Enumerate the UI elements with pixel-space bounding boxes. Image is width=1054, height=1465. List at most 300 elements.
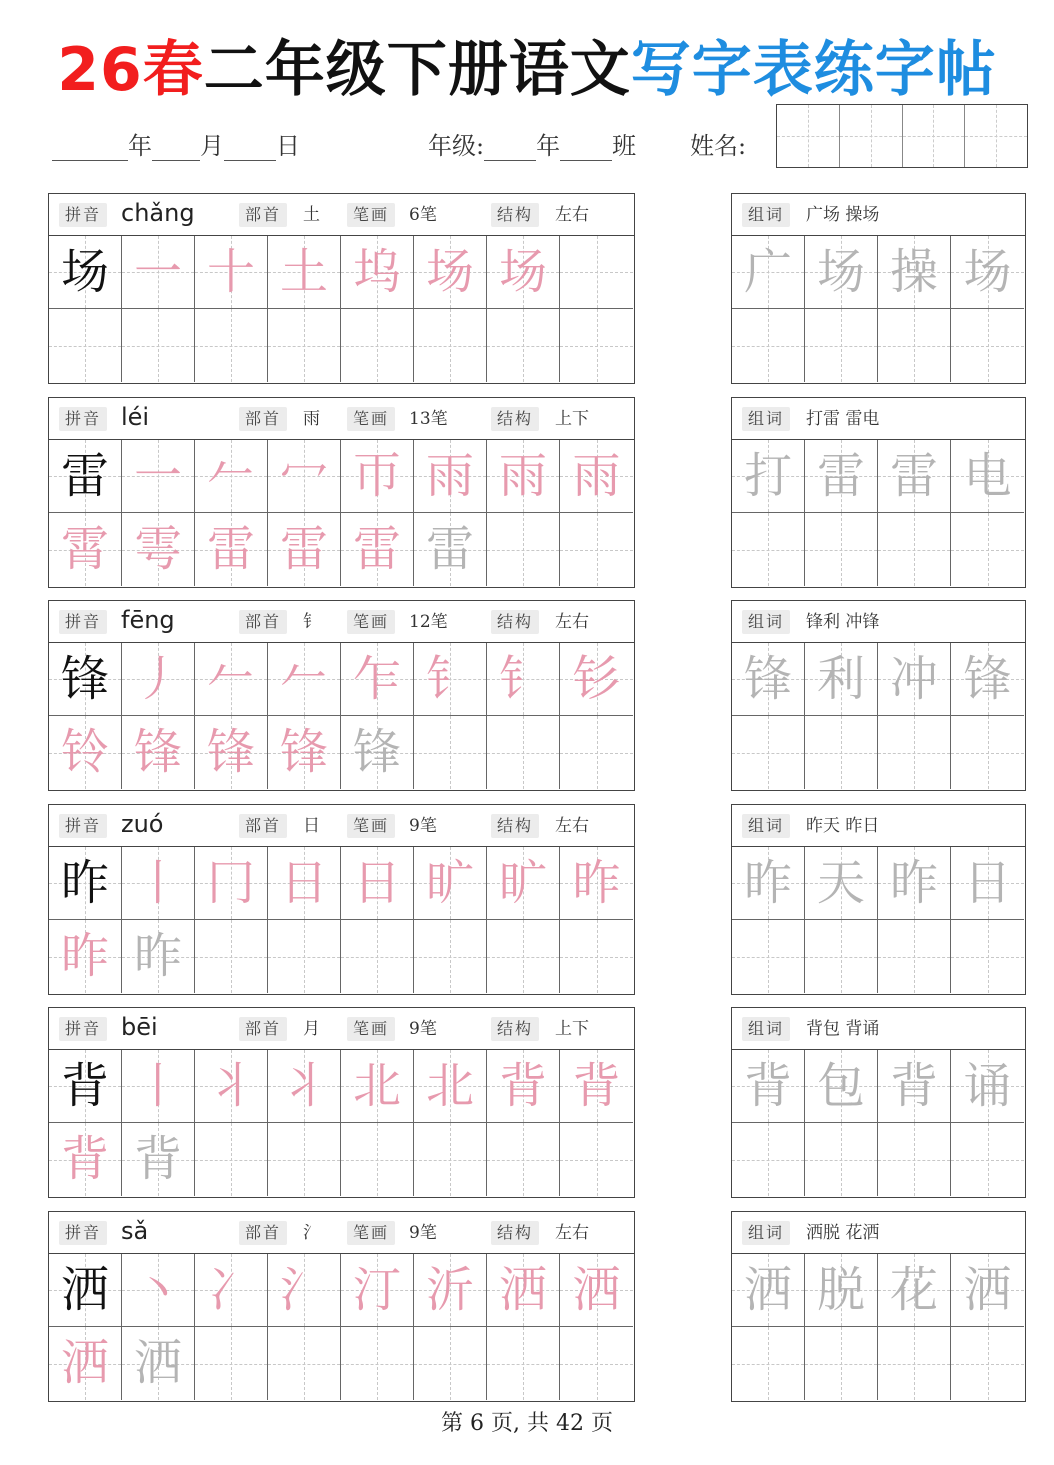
grid-cell[interactable] — [560, 1123, 633, 1196]
grid-cell[interactable] — [122, 643, 195, 716]
grid-cell[interactable] — [878, 1050, 951, 1123]
grid-cell[interactable] — [414, 440, 487, 513]
grid-cell[interactable] — [268, 920, 341, 993]
stroke-step: 乍 — [352, 651, 401, 707]
word-trace-char: 场 — [816, 244, 865, 300]
grid-cell[interactable] — [195, 847, 268, 920]
stroke-step: 背 — [60, 1131, 109, 1187]
grid-cell[interactable] — [487, 643, 560, 716]
character-practice-block — [48, 193, 635, 384]
grid-cell[interactable] — [805, 920, 878, 993]
word-trace-char: 花 — [889, 1262, 938, 1318]
grid-cell[interactable] — [487, 716, 560, 789]
stroke-step: 昨 — [60, 928, 109, 984]
grid-cell[interactable] — [560, 440, 633, 513]
grid-cell[interactable] — [341, 440, 414, 513]
grid-cell[interactable] — [341, 1123, 414, 1196]
title-part-blue: 写字表练字帖 — [630, 35, 997, 105]
grid-cell[interactable] — [951, 513, 1024, 586]
model-character: 锋 — [60, 651, 109, 707]
grid-cell[interactable] — [878, 1123, 951, 1196]
grid-cell[interactable] — [878, 1254, 951, 1327]
grid-cell[interactable] — [195, 440, 268, 513]
radical-value: 雨 — [303, 409, 320, 429]
stroke-step: 雷 — [352, 521, 401, 577]
grid-cell[interactable] — [951, 1254, 1024, 1327]
structure-tag: 结构 — [491, 814, 539, 838]
grid-cell[interactable] — [805, 643, 878, 716]
word-grid — [732, 1050, 1025, 1197]
model-character: 昨 — [60, 855, 109, 911]
grid-cell[interactable] — [732, 643, 805, 716]
grid-cell[interactable] — [122, 847, 195, 920]
grid-cell[interactable] — [560, 847, 633, 920]
grid-cell[interactable] — [195, 1254, 268, 1327]
pinyin-value: chǎng — [121, 199, 195, 227]
grid-cell[interactable] — [878, 847, 951, 920]
grid-cell[interactable] — [268, 1050, 341, 1123]
grid-cell[interactable] — [122, 716, 195, 789]
grid-cell[interactable] — [560, 513, 633, 586]
stroke-step: 一 — [133, 448, 182, 504]
radical-value: 钅 — [303, 612, 320, 632]
grid-cell[interactable] — [805, 236, 878, 309]
name-box[interactable] — [903, 105, 966, 167]
character-practice-block — [48, 1211, 635, 1402]
grid-cell[interactable] — [951, 1050, 1024, 1123]
grid-cell[interactable] — [951, 716, 1024, 789]
month-label: 月 — [200, 132, 224, 160]
structure-value: 上下 — [555, 409, 589, 429]
word-grid — [732, 1254, 1025, 1401]
word-trace-char: 冲 — [889, 651, 938, 707]
grid-cell[interactable] — [487, 1327, 560, 1400]
page-number: 第 6 页, 共 42 页 — [441, 1411, 613, 1436]
grid-cell[interactable] — [49, 716, 122, 789]
grid-cell[interactable] — [414, 716, 487, 789]
stroke-step: 锋 — [206, 724, 255, 780]
grid-cell[interactable] — [951, 1327, 1024, 1400]
word-trace-char: 雷 — [889, 448, 938, 504]
strokes-tag: 笔画 — [347, 610, 395, 634]
word-trace-char: 操 — [889, 244, 938, 300]
grid-cell[interactable] — [732, 716, 805, 789]
grid-cell[interactable] — [268, 309, 341, 382]
words-tag: 组词 — [742, 1221, 790, 1245]
strokes-tag: 笔画 — [347, 814, 395, 838]
grid-cell[interactable] — [122, 1254, 195, 1327]
grid-cell[interactable] — [732, 1050, 805, 1123]
grid-cell[interactable] — [951, 309, 1024, 382]
grid-cell[interactable] — [414, 236, 487, 309]
grid-cell[interactable] — [487, 1050, 560, 1123]
pinyin-tag: 拼音 — [59, 814, 107, 838]
word-header — [732, 601, 1025, 643]
grid-cell[interactable] — [268, 643, 341, 716]
model-character: 场 — [60, 244, 109, 300]
grid-cell[interactable] — [951, 643, 1024, 716]
stroke-step: 雨 — [425, 448, 474, 504]
words-value: 打雷 雷电 — [806, 409, 880, 429]
grid-cell[interactable] — [878, 513, 951, 586]
stroke-step: 丶 — [133, 1262, 182, 1318]
word-trace-char: 日 — [963, 855, 1012, 911]
structure-tag: 结构 — [491, 1221, 539, 1245]
word-trace-char: 利 — [816, 651, 865, 707]
grid-cell[interactable] — [122, 920, 195, 993]
character-practice-block — [48, 397, 635, 588]
pinyin-value: sǎ — [121, 1217, 149, 1245]
page-title — [0, 22, 1054, 108]
structure-tag: 结构 — [491, 407, 539, 431]
grid-cell[interactable] — [341, 1050, 414, 1123]
strokes-value: 12笔 — [409, 612, 448, 632]
grid-cell[interactable] — [195, 920, 268, 993]
grid-cell[interactable] — [195, 1123, 268, 1196]
words-tag: 组词 — [742, 610, 790, 634]
grid-cell[interactable] — [487, 1254, 560, 1327]
grid-cell[interactable] — [414, 309, 487, 382]
stroke-step: 洒 — [133, 1335, 182, 1391]
title-part-red: 26春 — [57, 35, 204, 105]
structure-value: 左右 — [555, 816, 589, 836]
grid-cell[interactable] — [878, 236, 951, 309]
class-field — [428, 126, 636, 160]
grid-cell[interactable] — [414, 847, 487, 920]
word-header — [732, 805, 1025, 847]
grid-cell[interactable] — [49, 513, 122, 586]
grid-cell[interactable] — [49, 1327, 122, 1400]
grid-cell[interactable] — [487, 513, 560, 586]
grid-cell[interactable] — [560, 1050, 633, 1123]
word-trace-char: 脱 — [816, 1262, 865, 1318]
stroke-step: 铃 — [60, 724, 109, 780]
grade-blank[interactable] — [484, 134, 536, 161]
stroke-step: 氵 — [279, 1262, 328, 1318]
writing-grid — [49, 440, 634, 587]
name-boxes[interactable] — [776, 104, 1028, 168]
grid-cell[interactable] — [487, 309, 560, 382]
grid-cell[interactable] — [195, 1327, 268, 1400]
stroke-step: 背 — [498, 1058, 547, 1114]
stroke-step: 洒 — [572, 1262, 621, 1318]
grid-cell[interactable] — [732, 920, 805, 993]
word-grid — [732, 440, 1025, 587]
grid-cell[interactable] — [341, 847, 414, 920]
word-trace-char: 打 — [743, 448, 792, 504]
pinyin-tag: 拼音 — [59, 203, 107, 227]
stroke-step: 锋 — [279, 724, 328, 780]
words-tag: 组词 — [742, 814, 790, 838]
word-trace-char: 昨 — [889, 855, 938, 911]
stroke-step: 雨 — [498, 448, 547, 504]
grid-cell[interactable] — [195, 513, 268, 586]
grid-cell[interactable] — [878, 440, 951, 513]
word-trace-char: 包 — [816, 1058, 865, 1114]
strokes-tag: 笔画 — [347, 1221, 395, 1245]
block-header — [49, 398, 634, 440]
stroke-step: 昨 — [572, 855, 621, 911]
radical-tag: 部首 — [239, 203, 287, 227]
word-trace-char: 洒 — [963, 1262, 1012, 1318]
grid-cell[interactable] — [487, 236, 560, 309]
stroke-step: 背 — [572, 1058, 621, 1114]
grid-cell[interactable] — [487, 847, 560, 920]
grid-cell[interactable] — [414, 920, 487, 993]
grid-cell[interactable] — [487, 1123, 560, 1196]
grid-cell[interactable] — [49, 920, 122, 993]
pinyin-value: léi — [121, 403, 150, 431]
words-value: 昨天 昨日 — [806, 816, 880, 836]
grid-cell[interactable] — [560, 309, 633, 382]
grid-cell[interactable] — [268, 440, 341, 513]
grid-cell[interactable] — [560, 1327, 633, 1400]
grid-cell[interactable] — [268, 236, 341, 309]
stroke-step: 𠂉 — [279, 651, 328, 707]
grid-cell[interactable] — [268, 513, 341, 586]
grid-cell[interactable] — [805, 1327, 878, 1400]
grid-cell[interactable] — [805, 847, 878, 920]
grid-cell[interactable] — [341, 643, 414, 716]
grid-cell[interactable] — [414, 1254, 487, 1327]
grid-cell[interactable] — [732, 440, 805, 513]
grid-cell[interactable] — [878, 716, 951, 789]
stroke-step: 霄 — [60, 521, 109, 577]
grid-cell[interactable] — [487, 440, 560, 513]
grid-cell[interactable] — [122, 236, 195, 309]
grid-cell[interactable] — [732, 1254, 805, 1327]
grid-cell[interactable] — [732, 847, 805, 920]
structure-value: 左右 — [555, 612, 589, 632]
writing-grid — [49, 1050, 634, 1197]
stroke-step: 坞 — [352, 244, 401, 300]
class-blank[interactable] — [560, 134, 612, 161]
grid-cell[interactable] — [49, 1050, 122, 1123]
grid-cell[interactable] — [951, 440, 1024, 513]
character-practice-block — [48, 1007, 635, 1198]
grade-year-label: 年 — [536, 132, 561, 160]
grid-cell[interactable] — [268, 1327, 341, 1400]
stroke-step: 日 — [279, 855, 328, 911]
writing-grid — [49, 1254, 634, 1401]
grid-cell[interactable] — [732, 1327, 805, 1400]
word-trace-char: 锋 — [963, 651, 1012, 707]
grid-cell[interactable] — [732, 236, 805, 309]
grid-cell[interactable] — [341, 513, 414, 586]
structure-tag: 结构 — [491, 203, 539, 227]
structure-value: 左右 — [555, 205, 589, 225]
word-practice-block — [731, 397, 1026, 588]
radical-value: 氵 — [303, 1223, 320, 1243]
date-field — [52, 126, 300, 160]
grid-cell[interactable] — [805, 1123, 878, 1196]
grid-cell[interactable] — [878, 1327, 951, 1400]
radical-value: 日 — [303, 816, 320, 836]
words-tag: 组词 — [742, 407, 790, 431]
block-header — [49, 1008, 634, 1050]
stroke-step: 帀 — [352, 448, 401, 504]
words-tag: 组词 — [742, 1017, 790, 1041]
grid-cell[interactable] — [805, 716, 878, 789]
words-tag: 组词 — [742, 203, 790, 227]
stroke-step: 𠂉 — [206, 651, 255, 707]
stroke-step: 一 — [133, 244, 182, 300]
stroke-step: 雷 — [206, 521, 255, 577]
stroke-step: 北 — [352, 1058, 401, 1114]
stroke-step: 𠂉 — [206, 448, 255, 504]
stroke-step: 土 — [279, 244, 328, 300]
stroke-step: 洒 — [60, 1335, 109, 1391]
grid-cell[interactable] — [268, 847, 341, 920]
grid-cell[interactable] — [951, 847, 1024, 920]
stroke-step: 汀 — [352, 1262, 401, 1318]
year-label: 年 — [128, 132, 152, 160]
grid-cell[interactable] — [805, 513, 878, 586]
radical-tag: 部首 — [239, 610, 287, 634]
grid-cell[interactable] — [805, 1254, 878, 1327]
grid-cell[interactable] — [951, 920, 1024, 993]
year-blank[interactable] — [52, 134, 128, 161]
structure-tag: 结构 — [491, 610, 539, 634]
stroke-step: 沂 — [425, 1262, 474, 1318]
grid-cell[interactable] — [49, 1123, 122, 1196]
word-trace-char: 洒 — [743, 1262, 792, 1318]
character-practice-block — [48, 804, 635, 995]
grid-cell[interactable] — [341, 1254, 414, 1327]
word-grid — [732, 643, 1025, 790]
grid-cell[interactable] — [195, 643, 268, 716]
grid-cell[interactable] — [805, 1050, 878, 1123]
word-grid — [732, 236, 1025, 383]
grid-cell[interactable] — [195, 716, 268, 789]
grid-cell[interactable] — [341, 920, 414, 993]
stroke-step: 锋 — [133, 724, 182, 780]
name-box[interactable] — [840, 105, 903, 167]
stroke-step: 丿 — [133, 651, 182, 707]
grid-cell[interactable] — [122, 1050, 195, 1123]
grid-cell[interactable] — [732, 513, 805, 586]
grid-cell[interactable] — [414, 1050, 487, 1123]
day-label: 日 — [276, 132, 300, 160]
grid-cell[interactable] — [49, 847, 122, 920]
grid-cell[interactable] — [49, 309, 122, 382]
word-header — [732, 398, 1025, 440]
grid-cell[interactable] — [268, 1123, 341, 1196]
grid-cell[interactable] — [414, 1123, 487, 1196]
grid-cell[interactable] — [878, 643, 951, 716]
block-header — [49, 1212, 634, 1254]
stroke-step: 旷 — [425, 855, 474, 911]
grid-cell[interactable] — [195, 1050, 268, 1123]
words-value: 广场 操场 — [806, 205, 880, 225]
stroke-step: 钐 — [572, 651, 621, 707]
grid-cell[interactable] — [268, 716, 341, 789]
grid-cell[interactable] — [414, 643, 487, 716]
words-value: 锋利 冲锋 — [806, 612, 880, 632]
grid-cell[interactable] — [341, 1327, 414, 1400]
grid-cell[interactable] — [268, 1254, 341, 1327]
stroke-step: 旷 — [498, 855, 547, 911]
radical-tag: 部首 — [239, 407, 287, 431]
grid-cell[interactable] — [122, 513, 195, 586]
stroke-step: 锋 — [352, 724, 401, 780]
grid-cell[interactable] — [487, 920, 560, 993]
grid-cell[interactable] — [878, 309, 951, 382]
grid-cell[interactable] — [951, 1123, 1024, 1196]
grid-cell[interactable] — [341, 309, 414, 382]
grid-cell[interactable] — [122, 1327, 195, 1400]
stroke-step: 丬 — [206, 1058, 255, 1114]
day-blank[interactable] — [224, 134, 276, 161]
grid-cell[interactable] — [414, 1327, 487, 1400]
grid-cell[interactable] — [560, 920, 633, 993]
grid-cell[interactable] — [122, 1123, 195, 1196]
grid-cell[interactable] — [560, 1254, 633, 1327]
word-header — [732, 1008, 1025, 1050]
grid-cell[interactable] — [878, 920, 951, 993]
word-trace-char: 天 — [816, 855, 865, 911]
model-character: 洒 — [60, 1262, 109, 1318]
writing-grid — [49, 847, 634, 994]
grid-cell[interactable] — [49, 236, 122, 309]
grid-cell[interactable] — [732, 309, 805, 382]
word-trace-char: 场 — [963, 244, 1012, 300]
pinyin-tag: 拼音 — [59, 407, 107, 431]
grid-cell[interactable] — [341, 236, 414, 309]
grid-cell[interactable] — [122, 440, 195, 513]
grid-cell[interactable] — [49, 1254, 122, 1327]
grid-cell[interactable] — [49, 643, 122, 716]
pinyin-tag: 拼音 — [59, 610, 107, 634]
word-trace-char: 诵 — [963, 1058, 1012, 1114]
grid-cell[interactable] — [122, 309, 195, 382]
stroke-step: 雨 — [572, 448, 621, 504]
grid-cell[interactable] — [805, 440, 878, 513]
name-box[interactable] — [777, 105, 840, 167]
stroke-step: 冫 — [206, 1262, 255, 1318]
pinyin-value: zuó — [121, 810, 164, 838]
grid-cell[interactable] — [341, 716, 414, 789]
strokes-value: 6笔 — [409, 205, 437, 225]
radical-value: 土 — [303, 205, 320, 225]
name-box[interactable] — [965, 105, 1027, 167]
words-value: 洒脱 花洒 — [806, 1223, 880, 1243]
stroke-step: 冖 — [279, 448, 328, 504]
grid-cell[interactable] — [195, 236, 268, 309]
grid-cell[interactable] — [49, 440, 122, 513]
stroke-step: 丬 — [279, 1058, 328, 1114]
stroke-step: 钅 — [425, 651, 474, 707]
grid-cell[interactable] — [805, 309, 878, 382]
word-header — [732, 1212, 1025, 1254]
strokes-tag: 笔画 — [347, 407, 395, 431]
grid-cell[interactable] — [195, 309, 268, 382]
grid-cell[interactable] — [414, 513, 487, 586]
strokes-tag: 笔画 — [347, 1017, 395, 1041]
month-blank[interactable] — [152, 134, 200, 161]
grid-cell[interactable] — [732, 1123, 805, 1196]
grid-cell[interactable] — [951, 236, 1024, 309]
grid-cell[interactable] — [560, 236, 633, 309]
grid-cell[interactable] — [560, 716, 633, 789]
grid-cell[interactable] — [560, 643, 633, 716]
stroke-step: 洒 — [498, 1262, 547, 1318]
strokes-value: 9笔 — [409, 1223, 437, 1243]
pinyin-tag: 拼音 — [59, 1017, 107, 1041]
word-trace-char: 锋 — [743, 651, 792, 707]
stroke-step: 钅 — [498, 651, 547, 707]
name-label: 姓名: — [690, 132, 747, 160]
